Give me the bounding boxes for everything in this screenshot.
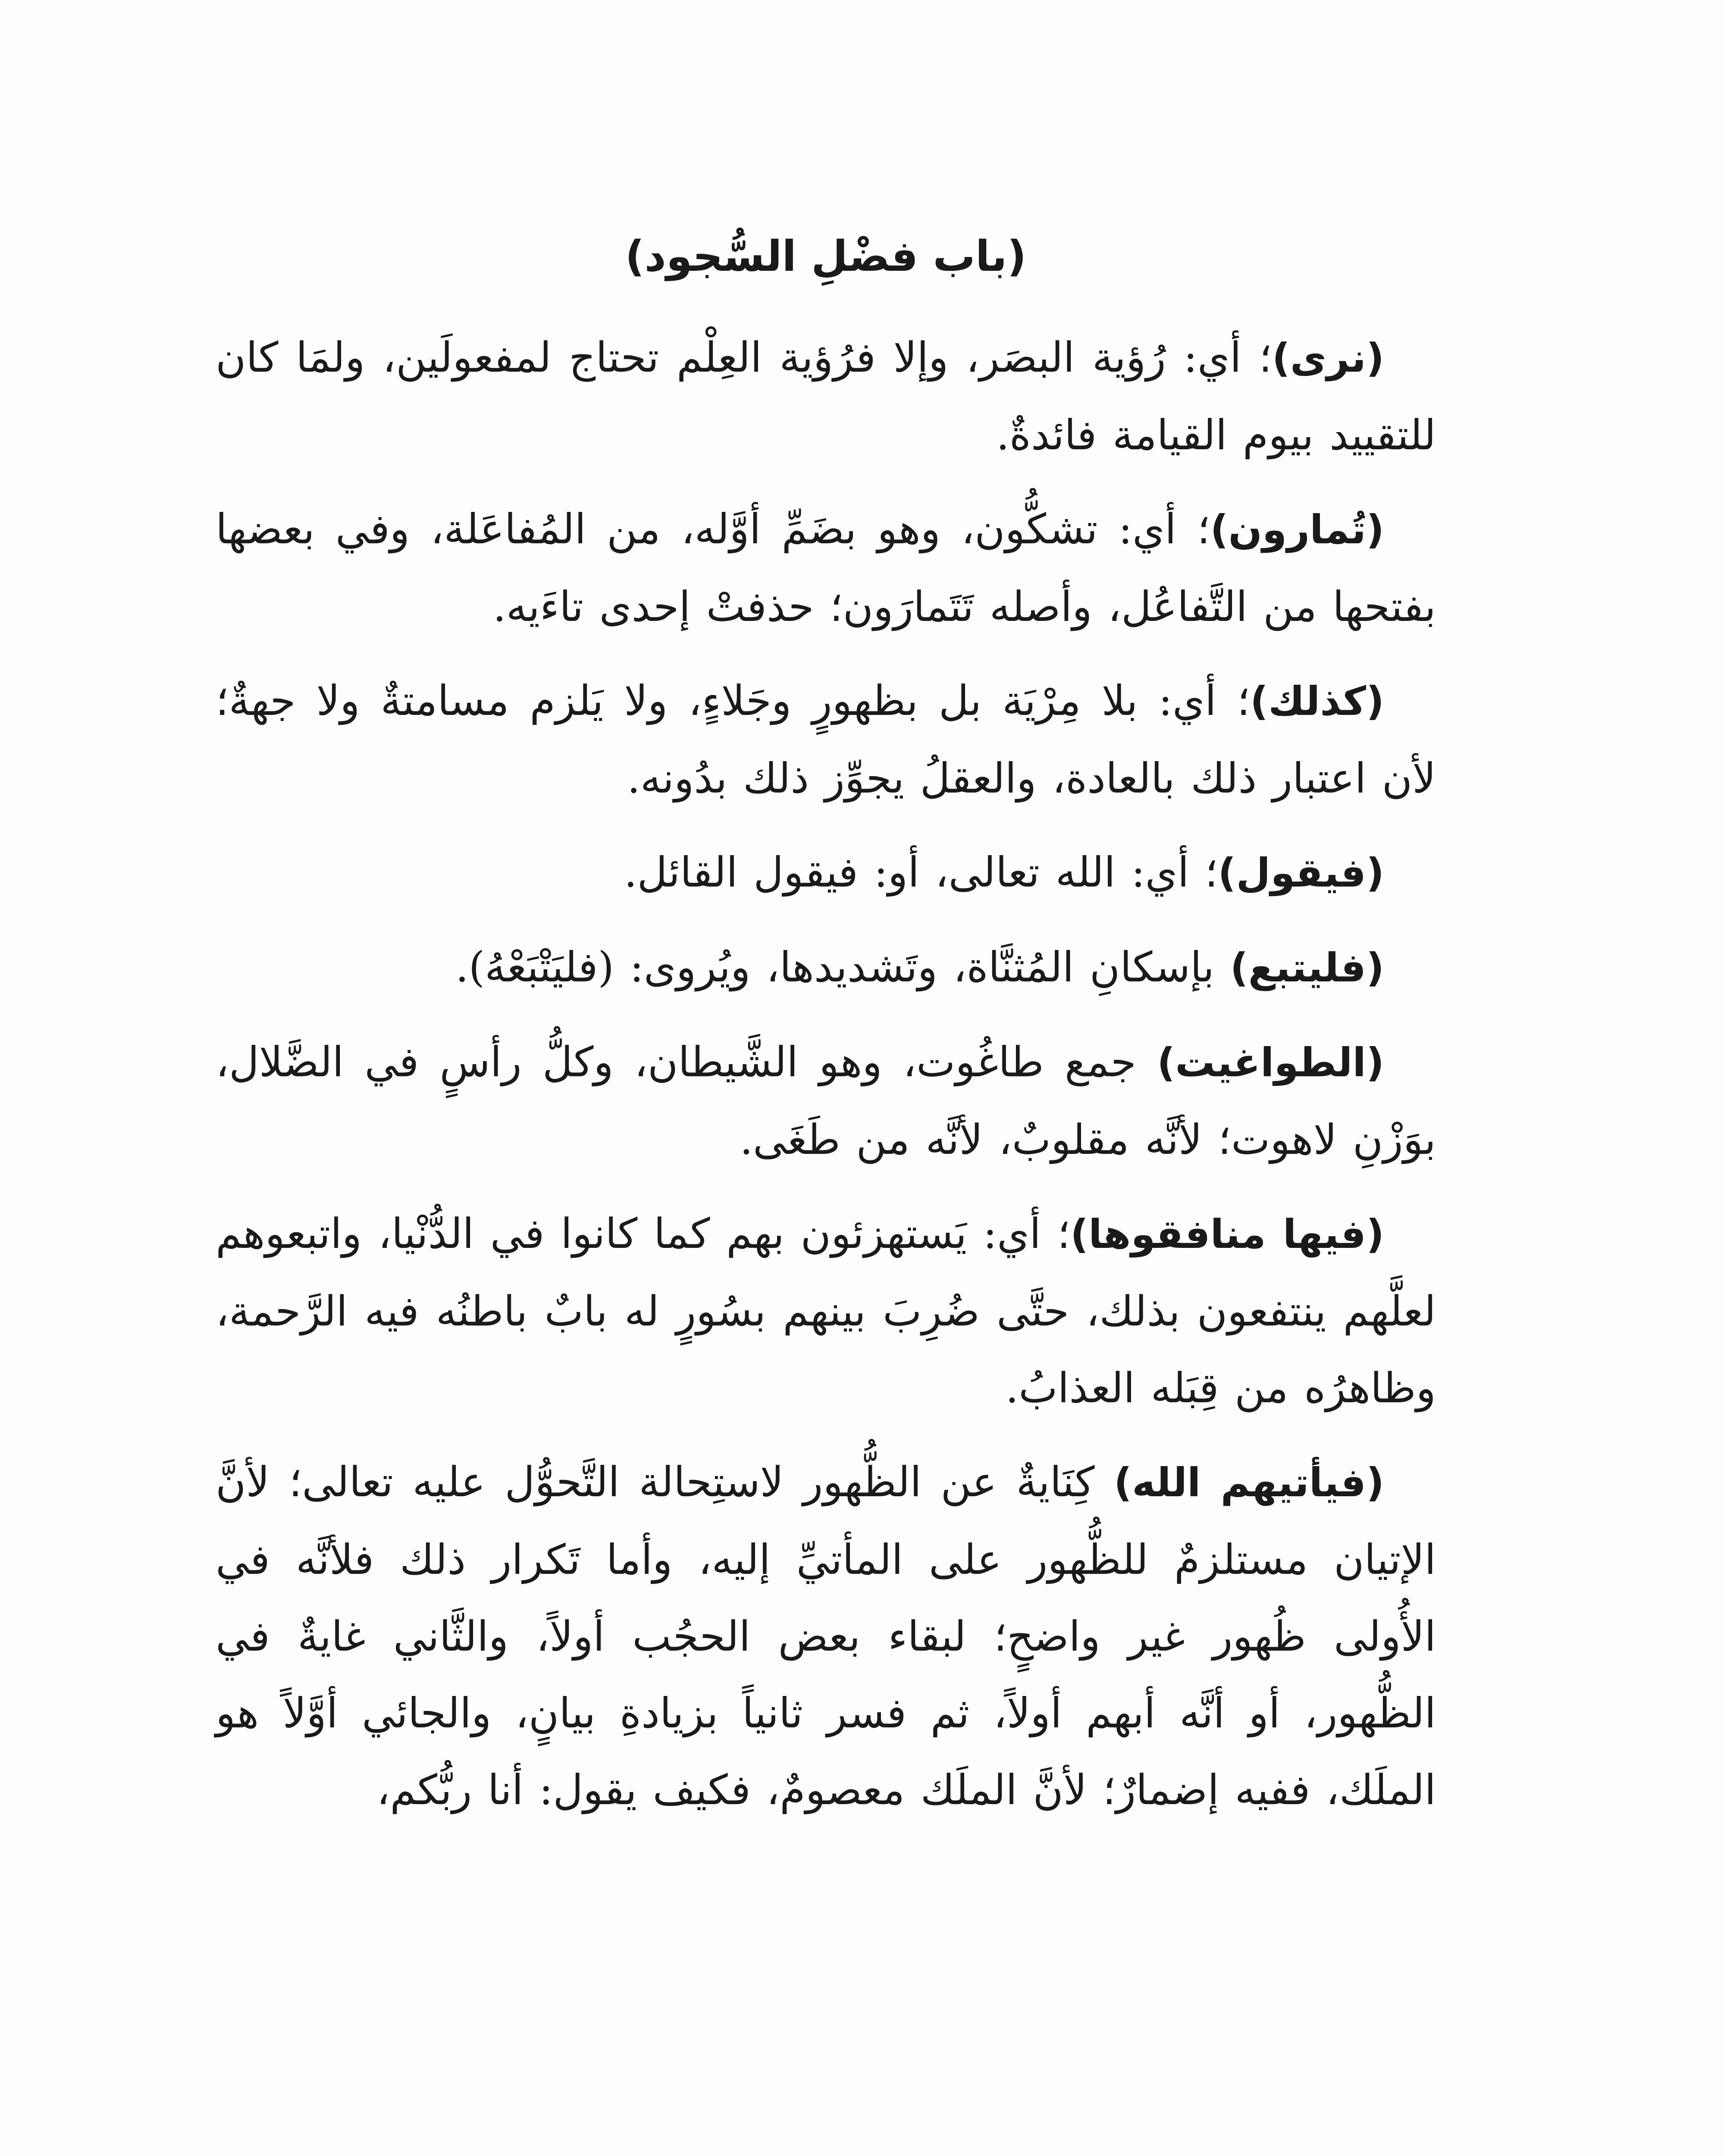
paragraph-term: (نرى) [1272,335,1384,381]
paragraph-term: (فيقول) [1218,850,1384,896]
paragraph-text: ؛ أي: الله تعالى، أو: فيقول القائل. [624,848,1218,896]
paragraph-text: ؛ أي: يَستهزئون بهم كما كانوا في الدُّنْيا، واتبعوهم لعلَّهم ينتفعون بذلك، حتَّى ضُرِبَ بينهم بسُورٍ له بابٌ باطنُه فيه الرَّحمة، وظاهرُه من قِبَله العذابُ. [216,1210,1436,1412]
paragraph-text: ؛ أي: تشكُّون، وهو بضَمِّ أوَّله، من المُفاعَلة، وفي بعضها بفتحها من التَّفاعُل، وأصله تَتَمارَون؛ حذفتْ إحدى تاءَيه. [216,505,1436,631]
paragraph-text: بإسكانِ المُثنَّاة، وتَشديدها، ويُروى: (فليَتْبَعْهُ). [455,943,1230,991]
page-text-block [216,224,1436,1846]
paragraph-text: ؛ أي: رُؤية البصَر، وإلا فرُؤية العِلْم تحتاج لمفعولَين، ولمَا كان للتقييد بيوم القيامة فائدةٌ. [216,333,1436,459]
paragraph-fayaqul [216,834,1436,912]
paragraph-fayatihim [216,1444,1436,1828]
paragraph-munafiquha [216,1195,1436,1426]
paragraph-term: (فيأتيهم الله) [1114,1460,1385,1506]
paragraph-text: ؛ أي: بلا مِرْيَة بل بظهورٍ وجَلاءٍ، ولا يَلزم مسامتةٌ ولا جهةٌ؛ لأن اعتبار ذلك بالعادة، والعقلُ يجوِّز ذلك بدُونه. [216,677,1436,802]
paragraph-term: (فليتبع) [1230,945,1384,991]
paragraph-nara [216,319,1436,473]
paragraph-text: كِنَايةٌ عن الظُّهور لاستِحالة التَّحوُّل عليه تعالى؛ لأنَّ الإتيان مستلزمٌ للظُّهور على المأتيِّ إليه، وأما تَكرار ذلك فلأنَّه في الأُولى ظُهور غير واضحٍ؛ لبقاء بعض الحجُب أولاً، والثَّاني غايةٌ في الظُّهور، أو أنَّه أبهم أولاً، ثم فسر ثانياً بزيادةِ بيانٍ، والجائي أوَّلاً هو الملَك، ففيه إضمارٌ؛ لأنَّ الملَك معصومٌ، فكيف يقول: أنا ربُّكم، [216,1458,1436,1814]
paragraph-term: (فيها منافقوها) [1070,1211,1384,1257]
paragraph-text: جمع طاغُوت، وهو الشَّيطان، وكلُّ رأسٍ في الضَّلال، بوَزْنِ لاهوت؛ لأنَّه مقلوبٌ، لأنَّه من طَغَى. [216,1038,1436,1164]
paragraph-term: (الطواغيت) [1157,1040,1384,1086]
paragraph-falyattabi [216,929,1436,1006]
paragraph-kadhalik [216,662,1436,817]
paragraph-tumarun [216,491,1436,645]
paragraph-term: (تُمارون) [1210,507,1384,553]
chapter-heading: (باب فضْلِ السُّجود) [625,232,1027,281]
paragraph-tawaghit [216,1024,1436,1178]
paragraph-term: (كذلك) [1250,678,1384,724]
